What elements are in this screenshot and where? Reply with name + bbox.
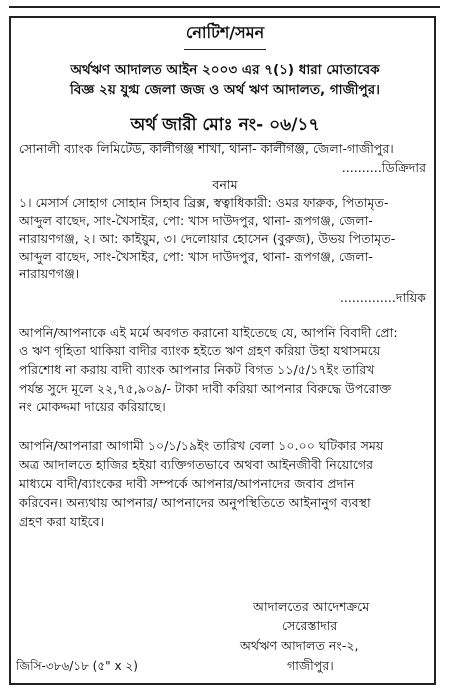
court-line: বিজ্ঞ ২য় যুগ্ম জেলা জজ ও অর্থ ঋণ আদালত, গাজীপুর। — [70, 82, 380, 98]
top-rule — [9, 6, 440, 8]
plaintiff-line: সোনালী ব্যাংক লিমিটেড, কালীগঞ্জ শাখা, থানা- কালীগঞ্জ, জেলা-গাজীপুর। — [19, 141, 394, 156]
defendant-line: নারায়ণগঞ্জ। — [19, 266, 80, 281]
case-number-container — [0, 112, 450, 144]
signature-line: আদালতের আদেশক্রমে — [253, 599, 370, 614]
paragraph2-line: গ্রহণ করা যাইবে। — [19, 514, 105, 529]
defendant-line: নারায়ণগঞ্জ, ২। আ: কাইয়ুম, ৩। দেলোয়ার হোসেন (বুরুজ), উভয় পিতামৃত- — [19, 231, 396, 246]
defendant-line: ১। মেসার্স সোহাগ সোহান সিহাব ব্রিক্স, স্বত্বাধিকারী: ওমর ফারুক, পিতামৃত- — [19, 195, 389, 210]
defendant-line: আব্দুল বাছেদ, সাং-খৈসাইর, পো: খাস দাউদপুর, থানা- রূপগঞ্জ, জেলা- — [19, 249, 373, 264]
plaintiff-role: ..........ডিক্রিদার — [341, 160, 426, 175]
paragraph1-line: পর্যন্ত সুদে মূলে ২২,৭৫,৯০৯/- টাকা দাবী করিয়া আপনার বিরুদ্ধে উপরোক্ত — [19, 381, 392, 396]
signature-line: সেরেস্তাদার — [282, 618, 338, 633]
paragraph1-line: আপনি/আপনাকে এই মর্মে অবগত করানো যাইতেছে যে, আপনি বিবাদী প্রো: — [19, 325, 398, 340]
paragraph2-line: অত্র আদালতে হাজির হইয়া ব্যক্তিগতভাবে অথবা আইনজীবী নিয়োগের — [19, 457, 374, 472]
paragraph2-line: আপনি/আপনারা আগামী ১০/১/১৯ইং তারিখ বেলা ১০.০০ ঘটিকার সময় — [19, 438, 384, 453]
act-line: অর্থঋণ আদালত আইন ২০০৩ এর ৭(১) ধারা মোতাবেক — [70, 62, 380, 78]
case-number: অর্থ জারী মোঃ নং- ০৬/১৭ — [128, 112, 321, 144]
notice-title: নোটিশ/সমন — [184, 20, 266, 50]
defendant-line: আব্দুল বাছেদ, সাং-খৈসাইর, পো: খাস দাউদপুর, থানা- রূপগঞ্জ, জেলা- — [19, 213, 373, 228]
versus-label: বনাম — [212, 177, 238, 192]
title-container — [0, 20, 450, 50]
paragraph2-line: করিবেন। অন্যথায় আপনার/ আপনাদের অনুপস্থিতিতে আইনানুগ ব্যবস্থা — [19, 495, 371, 510]
defendant-role: ..............দায়িক — [339, 290, 426, 305]
paragraph1-line: নং মোকদ্দমা দায়ের করিয়াছে। — [19, 399, 166, 414]
footer-code: জিসি-৩৮৬/১৮ (৫" x ২) — [16, 659, 138, 673]
paragraph2-line: মাধ্যমে বাদী/ব্যাংকের দাবী সম্পর্কে আপনার/আপনাদের জবাব প্রদান — [19, 476, 355, 491]
paragraph1-line: পরিশোধ না করায় বাদী ব্যাংক আপনার নিকট বিগত ১১/৫/১৭ইং তারিখ — [19, 362, 375, 377]
paragraph1-line: ও ঋণ গৃহিতা থাকিয়া বাদীর ব্যাংক হইতে ঋণ গ্রহণ করিয়া উহা যথাসময়ে — [19, 343, 381, 358]
signature-line: গাজীপুর। — [287, 658, 334, 673]
signature-line: অর্থঋণ আদালত নং-২, — [240, 638, 359, 653]
